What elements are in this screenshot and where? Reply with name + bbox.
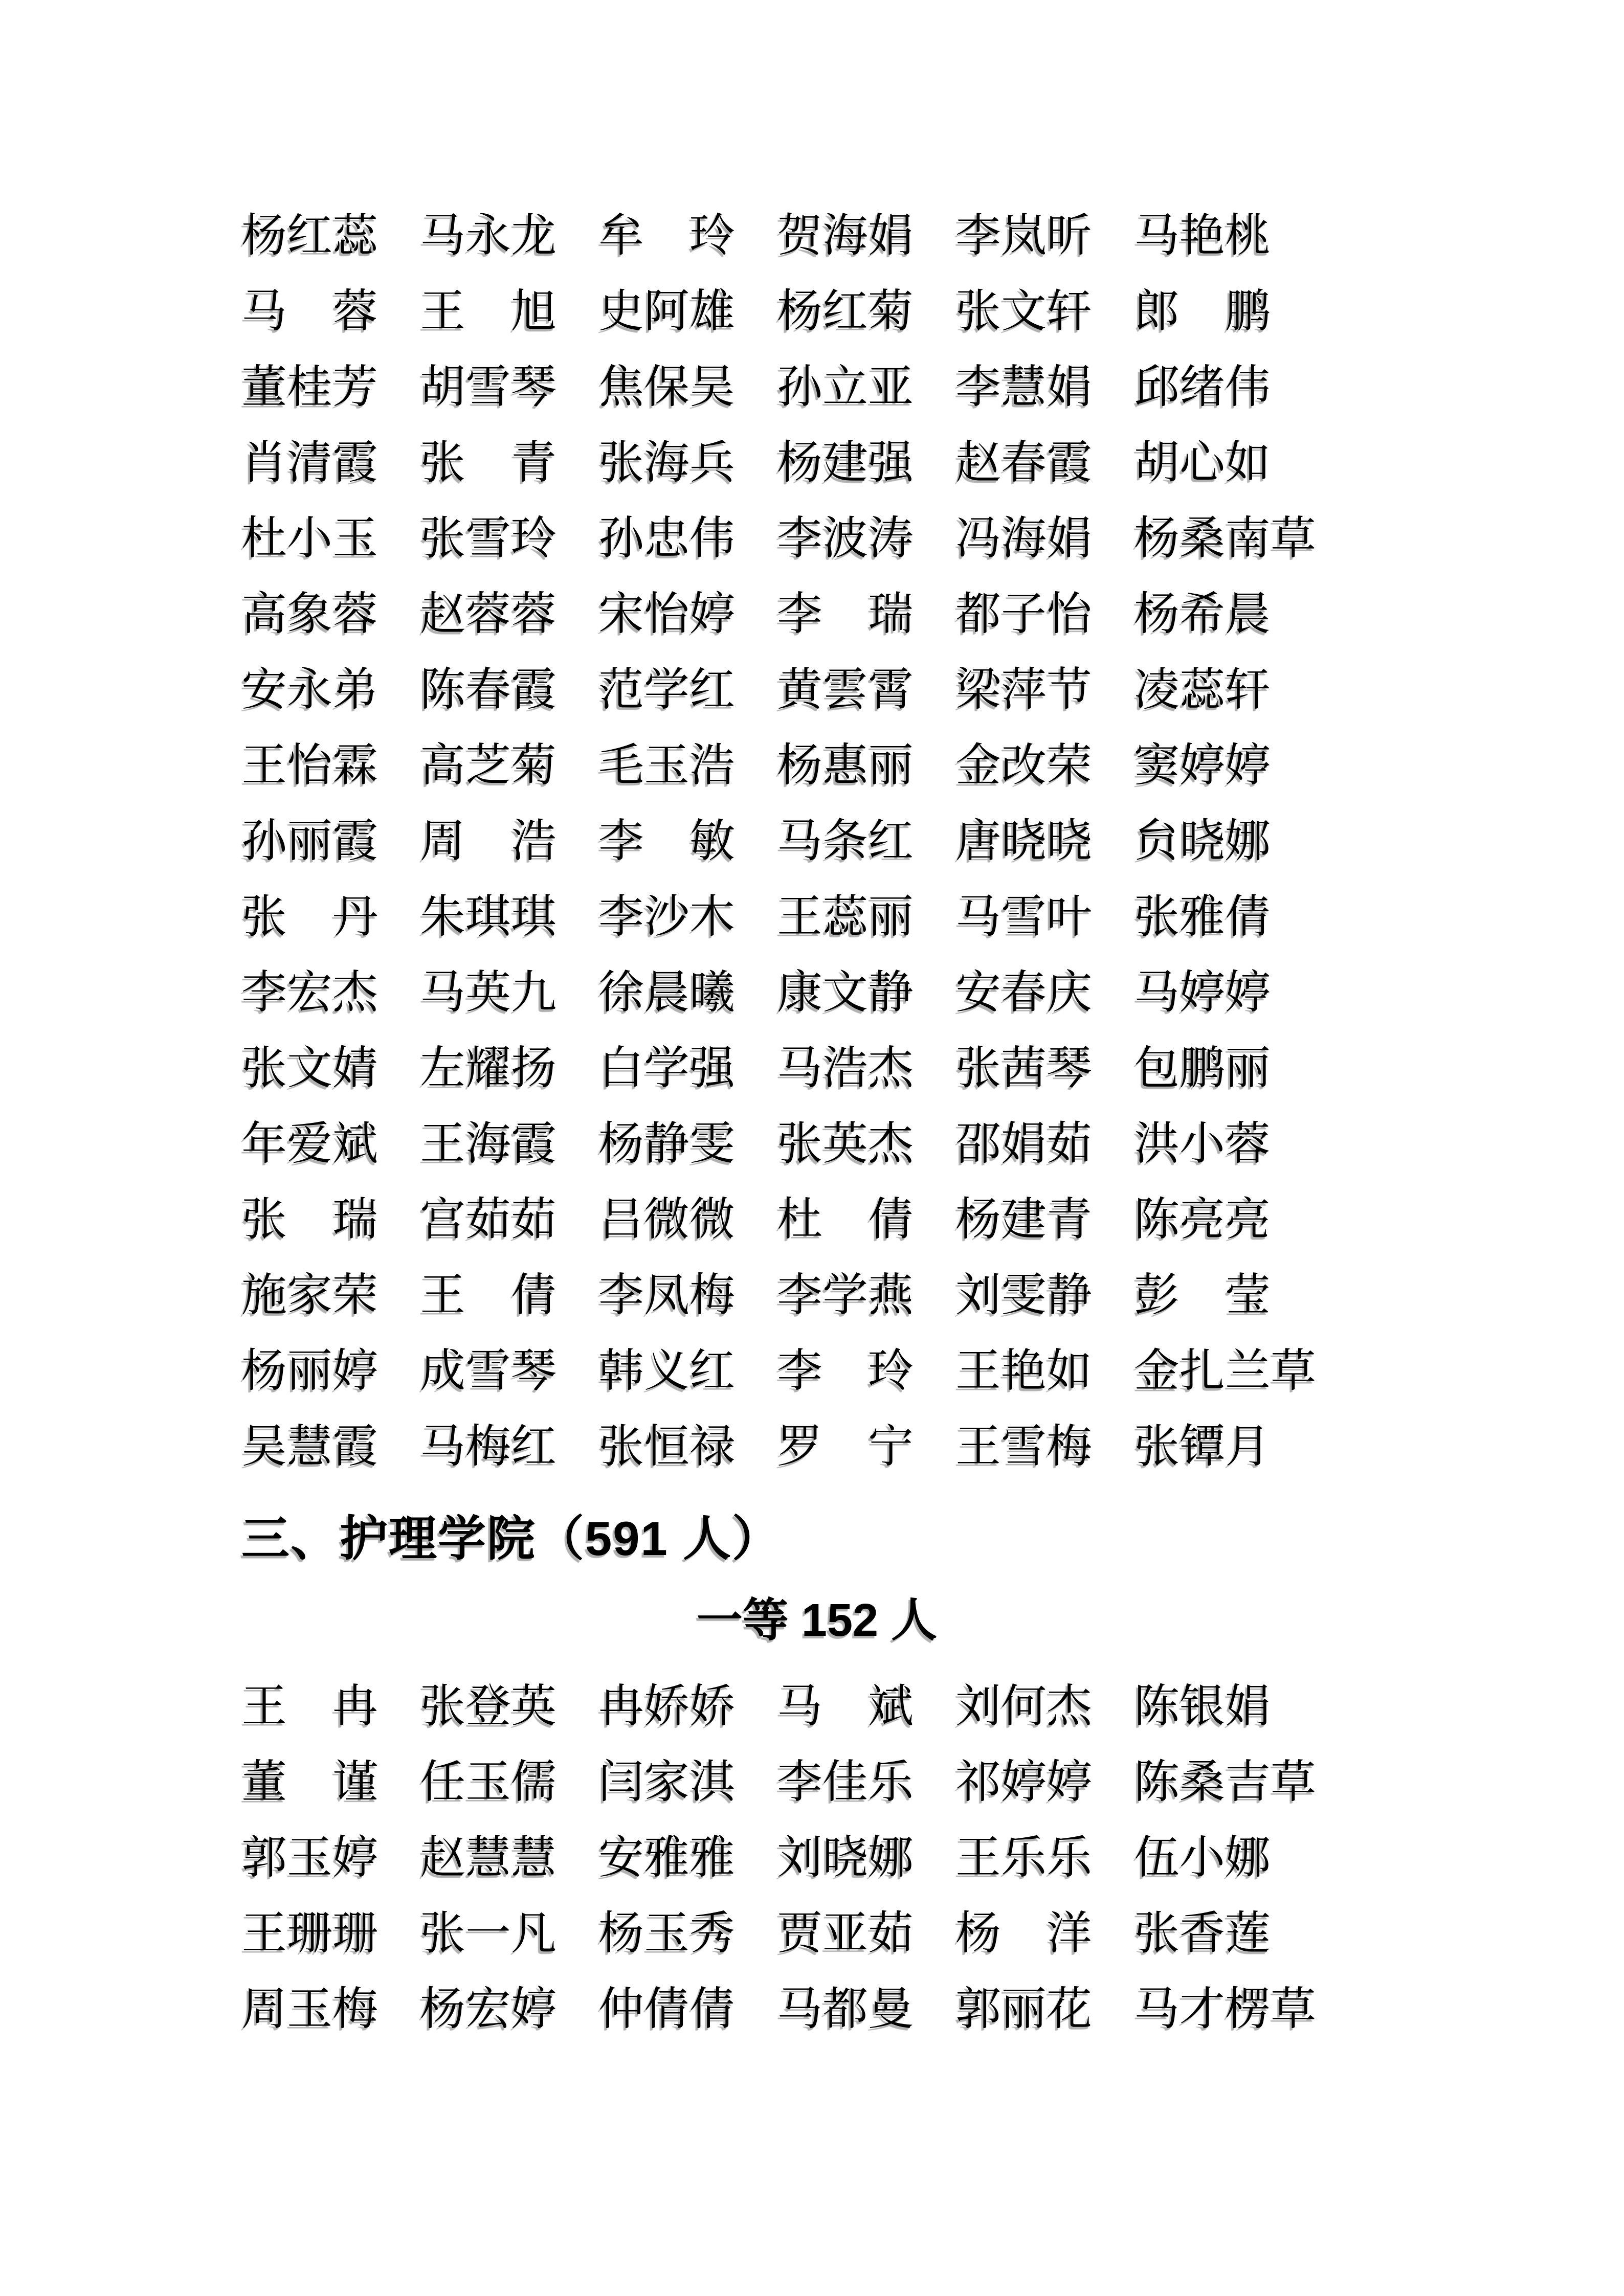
person-name: 马婷婷 bbox=[1134, 968, 1271, 1018]
name-row bbox=[241, 501, 1392, 577]
person-name: 肖清霞 bbox=[241, 438, 378, 488]
person-name: 孙丽霞 bbox=[241, 817, 378, 867]
person-name: 张 瑞 bbox=[241, 1195, 378, 1245]
person-name: 马梅红 bbox=[420, 1422, 557, 1472]
person-name: 马浩杰 bbox=[777, 1044, 914, 1094]
person-name: 施家荣 bbox=[241, 1271, 378, 1321]
person-name: 安永弟 bbox=[241, 665, 378, 715]
person-name: 杨希晨 bbox=[1134, 590, 1271, 640]
person-name: 陈银娟 bbox=[1134, 1682, 1271, 1732]
scholarship-name-list bbox=[241, 198, 1392, 2047]
person-name: 牟 玲 bbox=[598, 211, 735, 261]
person-name: 张 丹 bbox=[241, 892, 378, 942]
person-name: 安雅雅 bbox=[598, 1833, 735, 1883]
name-row bbox=[241, 425, 1392, 501]
person-name: 李凤梅 bbox=[598, 1271, 735, 1321]
person-name: 高芝菊 bbox=[420, 741, 557, 791]
person-name: 王雪梅 bbox=[955, 1422, 1092, 1472]
person-name: 杜 倩 bbox=[777, 1195, 914, 1245]
person-name: 史阿雄 bbox=[598, 287, 735, 337]
person-name: 张镡月 bbox=[1134, 1422, 1271, 1472]
person-name: 刘雯静 bbox=[955, 1271, 1092, 1321]
person-name: 王 冉 bbox=[241, 1682, 378, 1732]
name-row bbox=[241, 1745, 1392, 1820]
name-row bbox=[241, 1107, 1392, 1182]
person-name: 董桂芳 bbox=[241, 363, 378, 413]
name-row bbox=[241, 728, 1392, 804]
person-name: 凌蕊轩 bbox=[1134, 665, 1271, 715]
person-name: 杨桑南草 bbox=[1134, 514, 1316, 564]
person-name: 邵娟茹 bbox=[955, 1119, 1092, 1169]
person-name: 杨静雯 bbox=[598, 1119, 735, 1169]
person-name: 陈春霞 bbox=[420, 665, 557, 715]
person-name: 高象蓉 bbox=[241, 590, 378, 640]
person-name: 马条红 bbox=[777, 817, 914, 867]
person-name: 李宏杰 bbox=[241, 968, 378, 1018]
person-name: 安春庆 bbox=[955, 968, 1092, 1018]
person-name: 窦婷婷 bbox=[1134, 741, 1271, 791]
name-row bbox=[241, 577, 1392, 652]
person-name: 张文婧 bbox=[241, 1044, 378, 1094]
person-name: 杨 洋 bbox=[955, 1909, 1092, 1959]
person-name: 郭玉婷 bbox=[241, 1833, 378, 1883]
person-name: 杨建青 bbox=[955, 1195, 1092, 1245]
person-name: 闫家淇 bbox=[598, 1758, 735, 1808]
person-name: 张雅倩 bbox=[1134, 892, 1271, 942]
name-row bbox=[241, 198, 1392, 274]
person-name: 杨红菊 bbox=[777, 287, 914, 337]
person-name: 杨丽婷 bbox=[241, 1346, 378, 1397]
name-row bbox=[241, 1972, 1392, 2047]
person-name: 贠晓娜 bbox=[1134, 817, 1271, 867]
person-name: 李波涛 bbox=[777, 514, 914, 564]
person-name: 祁婷婷 bbox=[955, 1758, 1092, 1808]
person-name: 周 浩 bbox=[420, 817, 557, 867]
person-name: 杨红蕊 bbox=[241, 211, 378, 261]
person-name: 马英九 bbox=[420, 968, 557, 1018]
name-row bbox=[241, 652, 1392, 728]
person-name: 董 谨 bbox=[241, 1758, 378, 1808]
person-name: 梁萍节 bbox=[955, 665, 1092, 715]
person-name: 吴慧霞 bbox=[241, 1422, 378, 1472]
person-name: 白学强 bbox=[598, 1044, 735, 1094]
person-name: 王珊珊 bbox=[241, 1909, 378, 1959]
name-row bbox=[241, 1896, 1392, 1972]
tier-heading: 一等 152 人 bbox=[696, 1595, 938, 1646]
person-name: 朱琪琪 bbox=[420, 892, 557, 942]
person-name: 孙立亚 bbox=[777, 363, 914, 413]
name-row bbox=[241, 880, 1392, 955]
section-heading: 三、护理学院（591 人） bbox=[241, 1512, 781, 1565]
person-name: 李岚昕 bbox=[955, 211, 1092, 261]
person-name: 郭丽花 bbox=[955, 1985, 1092, 2035]
name-row bbox=[241, 1334, 1392, 1409]
person-name: 都子怡 bbox=[955, 590, 1092, 640]
person-name: 范学红 bbox=[598, 665, 735, 715]
person-name: 吕微微 bbox=[598, 1195, 735, 1245]
person-name: 贺海娟 bbox=[777, 211, 914, 261]
person-name: 金改荣 bbox=[955, 741, 1092, 791]
name-row bbox=[241, 274, 1392, 350]
person-name: 李慧娟 bbox=[955, 363, 1092, 413]
person-name: 赵春霞 bbox=[955, 438, 1092, 488]
person-name: 徐晨曦 bbox=[598, 968, 735, 1018]
person-name: 张香莲 bbox=[1134, 1909, 1271, 1959]
person-name: 王蕊丽 bbox=[777, 892, 914, 942]
name-row bbox=[241, 955, 1392, 1031]
person-name: 孙忠伟 bbox=[598, 514, 735, 564]
person-name: 冉娇娇 bbox=[598, 1682, 735, 1732]
name-rows-bottom bbox=[241, 1669, 1392, 2047]
person-name: 包鹏丽 bbox=[1134, 1044, 1271, 1094]
person-name: 张海兵 bbox=[598, 438, 735, 488]
person-name: 李 敏 bbox=[598, 817, 735, 867]
person-name: 成雪琴 bbox=[420, 1346, 557, 1397]
person-name: 胡雪琴 bbox=[420, 363, 557, 413]
person-name: 杨惠丽 bbox=[777, 741, 914, 791]
person-name: 张雪玲 bbox=[420, 514, 557, 564]
person-name: 王乐乐 bbox=[955, 1833, 1092, 1883]
person-name: 张一凡 bbox=[420, 1909, 557, 1959]
name-row bbox=[241, 1031, 1392, 1107]
person-name: 李 瑞 bbox=[777, 590, 914, 640]
name-row bbox=[241, 804, 1392, 880]
person-name: 唐晓晓 bbox=[955, 817, 1092, 867]
person-name: 冯海娟 bbox=[955, 514, 1092, 564]
person-name: 李学燕 bbox=[777, 1271, 914, 1321]
person-name: 贾亚茹 bbox=[777, 1909, 914, 1959]
person-name: 马 斌 bbox=[777, 1682, 914, 1732]
person-name: 毛玉浩 bbox=[598, 741, 735, 791]
person-name: 李佳乐 bbox=[777, 1758, 914, 1808]
person-name: 仲倩倩 bbox=[598, 1985, 735, 2035]
name-row bbox=[241, 1820, 1392, 1896]
person-name: 宫茹茹 bbox=[420, 1195, 557, 1245]
person-name: 韩义红 bbox=[598, 1346, 735, 1397]
name-row bbox=[241, 1409, 1392, 1485]
person-name: 周玉梅 bbox=[241, 1985, 378, 2035]
person-name: 杨宏婷 bbox=[420, 1985, 557, 2035]
person-name: 王 倩 bbox=[420, 1271, 557, 1321]
person-name: 张登英 bbox=[420, 1682, 557, 1732]
name-row bbox=[241, 350, 1392, 425]
person-name: 马艳桃 bbox=[1134, 211, 1271, 261]
person-name: 邱绪伟 bbox=[1134, 363, 1271, 413]
name-rows-top bbox=[241, 198, 1392, 1485]
person-name: 金扎兰草 bbox=[1134, 1346, 1316, 1397]
name-row bbox=[241, 1258, 1392, 1334]
person-name: 杨建强 bbox=[777, 438, 914, 488]
person-name: 罗 宁 bbox=[777, 1422, 914, 1472]
person-name: 王怡霖 bbox=[241, 741, 378, 791]
name-row bbox=[241, 1182, 1392, 1258]
person-name: 马才楞草 bbox=[1134, 1985, 1316, 2035]
person-name: 焦保吴 bbox=[598, 363, 735, 413]
person-name: 郎 鹏 bbox=[1134, 287, 1271, 337]
person-name: 马 蓉 bbox=[241, 287, 378, 337]
person-name: 左耀扬 bbox=[420, 1044, 557, 1094]
person-name: 陈桑吉草 bbox=[1134, 1758, 1316, 1808]
person-name: 张茜琴 bbox=[955, 1044, 1092, 1094]
person-name: 胡心如 bbox=[1134, 438, 1271, 488]
person-name: 宋怡婷 bbox=[598, 590, 735, 640]
person-name: 伍小娜 bbox=[1134, 1833, 1271, 1883]
person-name: 张 青 bbox=[420, 438, 557, 488]
person-name: 张文轩 bbox=[955, 287, 1092, 337]
person-name: 李沙木 bbox=[598, 892, 735, 942]
person-name: 马都曼 bbox=[777, 1985, 914, 2035]
person-name: 王 旭 bbox=[420, 287, 557, 337]
person-name: 张英杰 bbox=[777, 1119, 914, 1169]
person-name: 张恒禄 bbox=[598, 1422, 735, 1472]
person-name: 王海霞 bbox=[420, 1119, 557, 1169]
person-name: 任玉儒 bbox=[420, 1758, 557, 1808]
person-name: 李 玲 bbox=[777, 1346, 914, 1397]
person-name: 马永龙 bbox=[420, 211, 557, 261]
person-name: 马雪叶 bbox=[955, 892, 1092, 942]
person-name: 年爱斌 bbox=[241, 1119, 378, 1169]
person-name: 黄雲霄 bbox=[777, 665, 914, 715]
person-name: 杨玉秀 bbox=[598, 1909, 735, 1959]
person-name: 杜小玉 bbox=[241, 514, 378, 564]
person-name: 王艳如 bbox=[955, 1346, 1092, 1397]
person-name: 赵慧慧 bbox=[420, 1833, 557, 1883]
person-name: 赵蓉蓉 bbox=[420, 590, 557, 640]
person-name: 陈亮亮 bbox=[1134, 1195, 1271, 1245]
person-name: 洪小蓉 bbox=[1134, 1119, 1271, 1169]
person-name: 刘何杰 bbox=[955, 1682, 1092, 1732]
name-row bbox=[241, 1669, 1392, 1745]
person-name: 刘晓娜 bbox=[777, 1833, 914, 1883]
person-name: 康文静 bbox=[777, 968, 914, 1018]
person-name: 彭 莹 bbox=[1134, 1271, 1271, 1321]
